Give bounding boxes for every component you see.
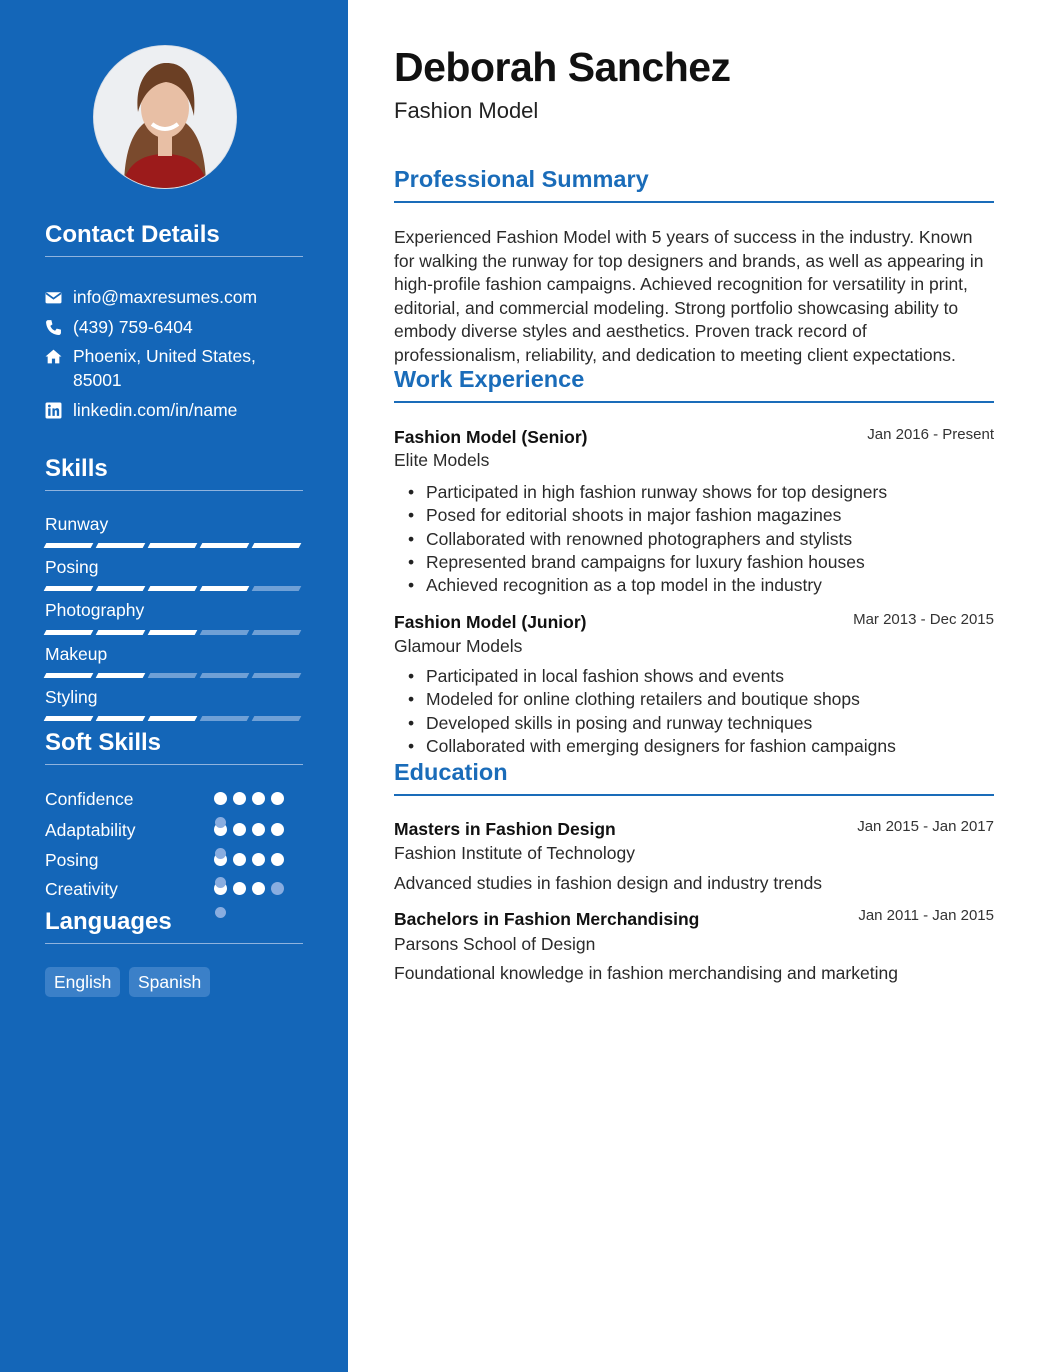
edu-dates: Jan 2011 - Jan 2015	[858, 907, 994, 924]
rating-dot-filled	[233, 853, 246, 866]
list-item: • Participated in local fashion shows and events	[426, 665, 1026, 688]
skill-meter	[45, 543, 303, 549]
skill-bar-empty	[252, 716, 302, 721]
skill-bar-filled	[96, 673, 146, 678]
education-divider	[394, 794, 994, 796]
skill-bar-empty	[200, 673, 250, 678]
phone-text: (439) 759-6404	[73, 317, 193, 337]
rating-dot-filled	[271, 853, 284, 866]
list-item: • Represented brand campaigns for luxury fashion houses	[426, 551, 1026, 574]
job-dates: Jan 2016 - Present	[867, 426, 994, 443]
job-title-header: Fashion Model	[394, 98, 539, 123]
skill-bar-filled	[148, 716, 198, 721]
skill-bar-empty	[200, 630, 250, 635]
skill-meter	[45, 586, 303, 592]
rating-dot-filled	[271, 823, 284, 836]
experience-heading: Work Experience	[394, 366, 585, 392]
summary-text: Experienced Fashion Model with 5 years of success in the industry. Known for walking the runway for top designers and brands, as well as appearing in high-profile fashion campaigns. Achieved recognition for versatility in print, editorial, and commercial modeling. Strong portfolio showcasing ability to embody diverse styles and aesthetics. Proven track record of professionalism, reliability, and dedication to meeting client expectations.	[394, 227, 984, 365]
rating-dot-filled	[252, 823, 265, 836]
skill-name: Makeup	[45, 644, 108, 664]
soft-skill-name: Creativity	[45, 879, 118, 899]
list-item: • Collaborated with renowned photographers and stylists	[426, 528, 1026, 551]
skill-bar-filled	[44, 716, 94, 721]
rating-dot-filled	[214, 792, 227, 805]
edu-dates: Jan 2015 - Jan 2017	[857, 818, 994, 835]
languages-divider	[45, 943, 303, 944]
dot-artifact	[215, 877, 226, 888]
summary-divider	[394, 201, 994, 203]
skill-bar-filled	[96, 630, 146, 635]
skill-bar-empty	[200, 716, 250, 721]
soft-skill-name: Confidence	[45, 789, 134, 809]
soft-skill-name: Adaptability	[45, 820, 136, 840]
skill-bar-filled	[96, 586, 146, 591]
avatar	[93, 45, 237, 189]
summary-heading: Professional Summary	[394, 166, 649, 192]
address-line2: 85001	[73, 370, 122, 390]
experience-divider	[394, 401, 994, 403]
list-item: • Participated in high fashion runway shows for top designers	[426, 481, 1026, 504]
contact-divider	[45, 256, 303, 257]
edu-description: Foundational knowledge in fashion merchandising and marketing	[394, 963, 898, 983]
dot-artifact	[215, 848, 226, 859]
address-line1: Phoenix, United States,	[73, 346, 256, 366]
phone-icon	[45, 319, 62, 336]
job-company: Glamour Models	[394, 636, 523, 656]
skills-heading: Skills	[45, 455, 108, 482]
linkedin-text: linkedin.com/in/name	[73, 400, 238, 420]
job-dates: Mar 2013 - Dec 2015	[853, 611, 994, 628]
contact-heading: Contact Details	[45, 221, 220, 248]
skill-name: Runway	[45, 514, 109, 534]
skill-bar-filled	[200, 586, 250, 591]
job-bullets	[394, 665, 1026, 758]
language-tag: Spanish	[129, 967, 210, 997]
skill-bar-filled	[96, 716, 146, 721]
skill-bar-filled	[44, 630, 94, 635]
skill-name: Posing	[45, 557, 99, 577]
skill-meter	[45, 673, 303, 679]
soft-skill-name: Posing	[45, 850, 99, 870]
languages-heading: Languages	[45, 908, 172, 935]
skill-bar-filled	[252, 543, 302, 548]
edu-description: Advanced studies in fashion design and industry trends	[394, 873, 823, 893]
rating-dot-filled	[252, 792, 265, 805]
rating-dot-filled	[233, 882, 246, 895]
home-icon	[45, 348, 62, 365]
skill-bar-filled	[148, 543, 198, 548]
sidebar	[0, 0, 348, 1372]
job-role: Fashion Model (Senior)	[394, 427, 588, 447]
rating-dot-filled	[252, 853, 265, 866]
job-bullets	[394, 481, 1026, 597]
language-tag: English	[45, 967, 120, 997]
list-item: • Developed skills in posing and runway techniques	[426, 712, 1026, 735]
job-company: Elite Models	[394, 450, 490, 470]
skill-bar-filled	[200, 543, 250, 548]
list-item: • Posed for editorial shoots in major fashion magazines	[426, 504, 1026, 527]
rating-dot-filled	[233, 823, 246, 836]
skill-bar-filled	[96, 543, 146, 548]
list-item: • Collaborated with emerging designers for fashion campaigns	[426, 735, 1026, 758]
skill-bar-empty	[252, 630, 302, 635]
degree: Masters in Fashion Design	[394, 819, 616, 839]
skill-name: Photography	[45, 600, 145, 620]
skills-divider	[45, 490, 303, 491]
address-text	[73, 344, 298, 392]
skill-bar-filled	[148, 586, 198, 591]
skill-meter	[45, 630, 303, 636]
dot-artifact	[215, 817, 226, 828]
list-item: • Modeled for online clothing retailers and boutique shops	[426, 688, 1026, 711]
soft-skills-divider	[45, 764, 303, 765]
skill-bar-filled	[44, 543, 94, 548]
envelope-icon	[45, 289, 62, 306]
skill-bar-empty	[252, 673, 302, 678]
linkedin-icon	[45, 402, 62, 419]
degree: Bachelors in Fashion Merchandising	[394, 909, 700, 929]
skill-bar-filled	[148, 630, 198, 635]
rating-dot-empty	[271, 882, 284, 895]
rating-dot-filled	[252, 882, 265, 895]
skill-bar-filled	[44, 586, 94, 591]
soft-skills-heading: Soft Skills	[45, 729, 162, 756]
soft-skill-rating	[214, 792, 284, 805]
skill-bar-empty	[252, 586, 302, 591]
profile-photo	[94, 46, 236, 188]
school: Parsons School of Design	[394, 934, 596, 954]
skill-name: Styling	[45, 687, 98, 707]
job-role: Fashion Model (Junior)	[394, 612, 587, 632]
rating-dot-filled	[233, 792, 246, 805]
candidate-name: Deborah Sanchez	[394, 44, 731, 90]
school: Fashion Institute of Technology	[394, 843, 635, 863]
education-heading: Education	[394, 759, 508, 785]
email-text: info@maxresumes.com	[73, 287, 258, 307]
skill-bar-empty	[148, 673, 198, 678]
skill-bar-filled	[44, 673, 94, 678]
skill-meter	[45, 716, 303, 722]
rating-dot-filled	[271, 792, 284, 805]
list-item: • Achieved recognition as a top model in the industry	[426, 574, 1026, 597]
